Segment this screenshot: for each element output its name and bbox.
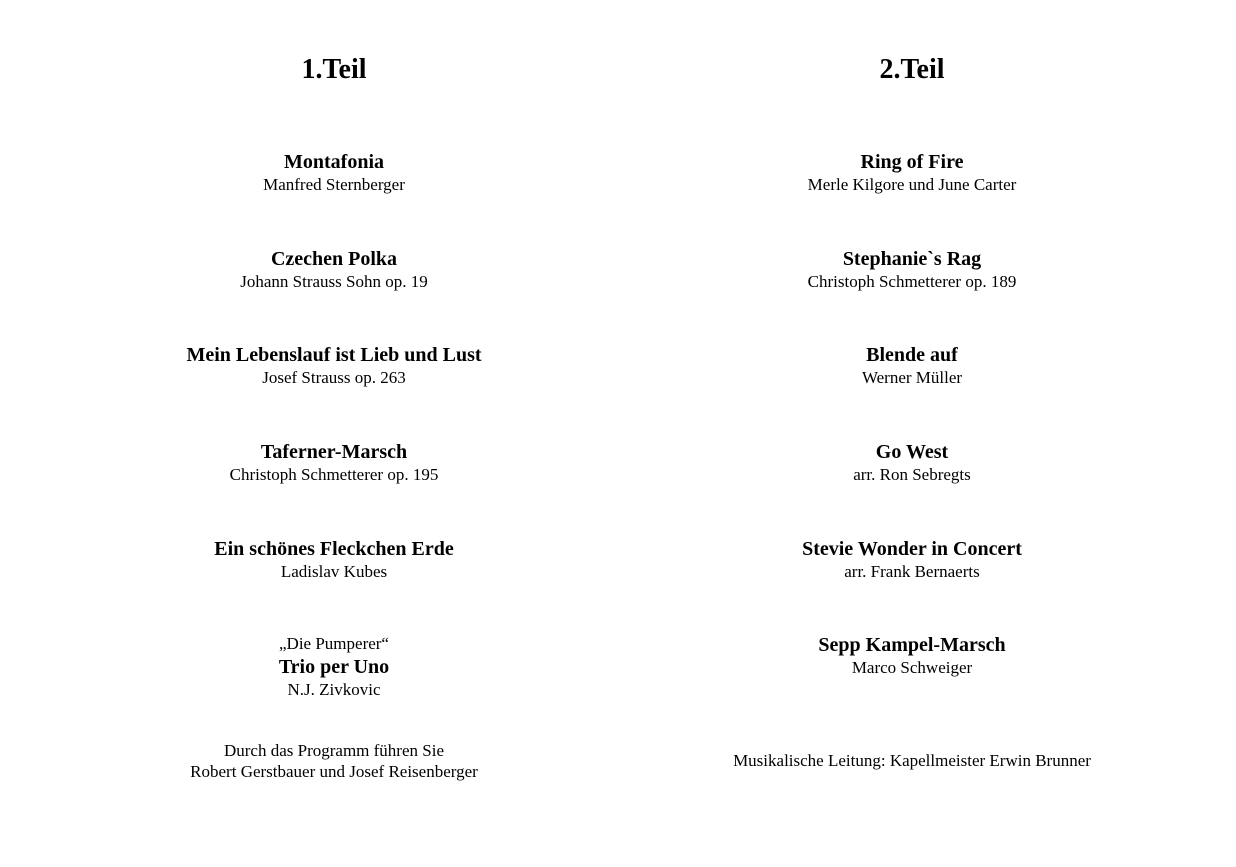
conductor-note-line: Musikalische Leitung: Kapellmeister Erwin Brunner <box>733 751 1091 770</box>
piece-composer: Marco Schweiger <box>851 658 973 677</box>
program-item <box>25 343 643 389</box>
program-item <box>603 343 1221 389</box>
conductor-note <box>603 750 1221 771</box>
piece-composer: Merle Kilgore und June Carter <box>807 175 1017 194</box>
program-item <box>603 150 1221 196</box>
part-2-heading: 2.Teil <box>879 54 945 85</box>
piece-composer: Werner Müller <box>861 368 963 387</box>
piece-composer: N.J. Zivkovic <box>287 680 381 699</box>
program-item <box>25 247 643 293</box>
program-item <box>25 150 643 196</box>
piece-composer: Josef Strauss op. 263 <box>262 368 406 387</box>
piece-composer: arr. Frank Bernaerts <box>844 562 980 581</box>
program-item <box>603 537 1221 583</box>
program-item <box>603 440 1221 486</box>
piece-title: Go West <box>875 441 949 463</box>
piece-title: Blende auf <box>866 344 958 366</box>
piece-title: Ein schönes Fleckchen Erde <box>214 538 454 560</box>
piece-title: Sepp Kampel-Marsch <box>818 634 1006 656</box>
piece-composer: arr. Ron Sebregts <box>853 465 971 484</box>
piece-title: Czechen Polka <box>270 248 398 270</box>
piece-title: Mein Lebenslauf ist Lieb und Lust <box>186 344 482 366</box>
program-item <box>25 537 643 583</box>
piece-title: Montafonia <box>284 151 384 173</box>
presenters-note <box>25 740 643 782</box>
piece-title: Stevie Wonder in Concert <box>802 538 1022 560</box>
piece-title: Ring of Fire <box>860 151 964 173</box>
part-1-column <box>25 0 643 867</box>
piece-title: Taferner-Marsch <box>260 441 408 463</box>
piece-title: Stephanie`s Rag <box>842 248 982 270</box>
part-1-heading: 1.Teil <box>301 54 367 85</box>
piece-composer: Johann Strauss Sohn op. 19 <box>240 272 428 291</box>
piece-composer: Manfred Sternberger <box>263 175 405 194</box>
piece-composer: Christoph Schmetterer op. 195 <box>229 465 439 484</box>
program-item <box>603 247 1221 293</box>
presenters-note-line-2: Robert Gerstbauer und Josef Reisenberger <box>190 762 478 781</box>
piece-title: Trio per Uno <box>278 656 390 678</box>
piece-composer: Christoph Schmetterer op. 189 <box>807 272 1017 291</box>
part-2-column <box>603 0 1221 867</box>
presenters-note-line-1: Durch das Programm führen Sie <box>223 741 444 760</box>
program-item <box>603 633 1221 679</box>
program-item <box>25 633 643 701</box>
piece-subtitle: „Die Pumperer“ <box>279 634 389 653</box>
piece-composer: Ladislav Kubes <box>280 562 388 581</box>
program-item <box>25 440 643 486</box>
